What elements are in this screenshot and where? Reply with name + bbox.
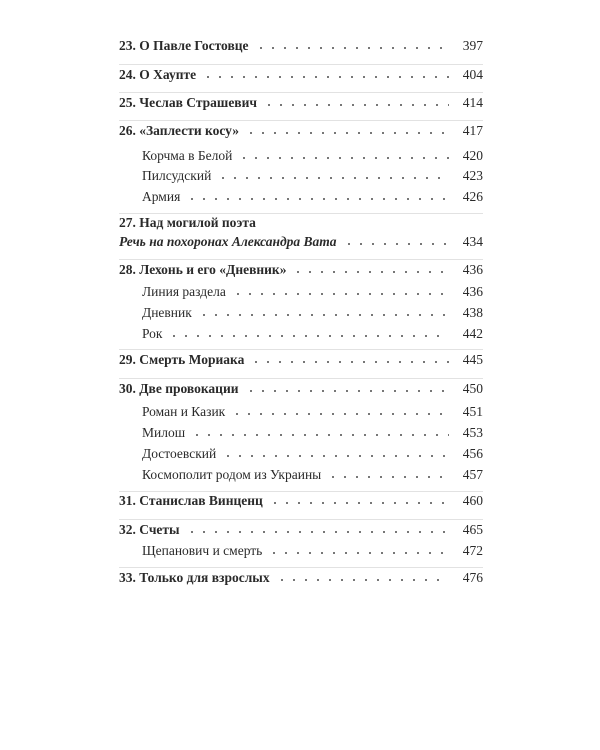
toc-entry-page: 434 xyxy=(462,234,483,249)
toc-entry-subtitle-text: Речь на похоронах Александра Вата xyxy=(119,234,337,249)
toc-subentry xyxy=(142,464,483,486)
toc-entry xyxy=(119,349,483,371)
toc-entry-title: 28. Лехонь и его «Дневник» xyxy=(119,262,287,277)
dot-leader xyxy=(186,525,449,539)
toc-subentry-title: Достоевский xyxy=(142,446,217,461)
dot-leader xyxy=(238,151,449,165)
toc-subentry-title: Дневник xyxy=(142,305,192,320)
toc-entry-page: 476 xyxy=(462,570,483,585)
toc-entry-page: 465 xyxy=(462,522,483,537)
dot-leader xyxy=(232,287,449,301)
dot-leader xyxy=(198,308,449,322)
toc-subentry xyxy=(142,422,483,444)
toc-entry-page: 450 xyxy=(462,381,483,396)
toc-subentry-page: 426 xyxy=(462,189,483,204)
toc-entry-page: 417 xyxy=(462,123,483,138)
dot-leader xyxy=(269,496,449,510)
dot-leader xyxy=(255,41,449,55)
toc-subentry xyxy=(142,165,483,187)
toc-subentry xyxy=(142,145,483,167)
toc-entry-title: 27. Над могилой поэта xyxy=(119,215,256,230)
toc-entry-title: 23. О Павле Гостовце xyxy=(119,38,249,53)
toc-subentry-page: 438 xyxy=(462,305,483,320)
dot-leader xyxy=(292,265,449,279)
dot-leader xyxy=(217,171,449,185)
dot-leader xyxy=(327,470,449,484)
toc-subentry-title: Рок xyxy=(142,326,163,341)
toc-subentry-page: 451 xyxy=(462,404,483,419)
dot-leader xyxy=(222,449,449,463)
toc-entry-page: 445 xyxy=(462,352,483,367)
toc-entry-page: 404 xyxy=(462,67,483,82)
dot-leader xyxy=(343,237,449,251)
dot-leader xyxy=(245,126,449,140)
toc-entry xyxy=(119,259,483,281)
toc-subentry xyxy=(142,401,483,423)
toc-entry xyxy=(119,378,483,400)
toc-entry-title: 32. Счеты xyxy=(119,522,180,537)
toc-entry-page: 414 xyxy=(462,95,483,110)
toc-subentry xyxy=(142,186,483,208)
toc-subentry-page: 457 xyxy=(462,467,483,482)
toc-subentry xyxy=(142,540,483,562)
toc-entry-title: 24. О Хаупте xyxy=(119,67,197,82)
toc-entry xyxy=(119,120,483,142)
toc-subentry xyxy=(142,443,483,465)
dot-leader xyxy=(263,98,449,112)
toc-subentry-page: 442 xyxy=(462,326,483,341)
toc-entry-title: 26. «Заплести косу» xyxy=(119,123,239,138)
toc-subentry-page: 472 xyxy=(462,543,483,558)
toc-entry xyxy=(119,64,483,86)
dot-leader xyxy=(231,407,449,421)
toc-entry xyxy=(119,35,483,57)
toc-subentry-page: 453 xyxy=(462,425,483,440)
toc-entry-subtitle xyxy=(119,231,483,253)
toc-entry-title: 25. Чеслав Страшевич xyxy=(119,95,257,110)
dot-leader xyxy=(186,192,449,206)
toc-entry xyxy=(119,567,483,589)
toc-subentry xyxy=(142,281,483,303)
toc-entry-title: 30. Две провокации xyxy=(119,381,239,396)
toc-entry-title: 33. Только для взрослых xyxy=(119,570,270,585)
toc-subentry-page: 456 xyxy=(462,446,483,461)
toc-entry-title: 31. Станислав Винценц xyxy=(119,493,263,508)
toc-subentry xyxy=(142,302,483,324)
toc-entry xyxy=(119,519,483,541)
dot-leader xyxy=(168,329,449,343)
toc-subentry-page: 423 xyxy=(462,168,483,183)
toc-entry xyxy=(119,490,483,512)
toc-subentry-title: Космополит родом из Украины xyxy=(142,467,322,482)
toc-subentry-title: Пилсудский xyxy=(142,168,212,183)
toc-subentry-title: Корчма в Белой xyxy=(142,148,233,163)
toc-subentry xyxy=(142,323,483,345)
toc-subentry-title: Линия раздела xyxy=(142,284,226,299)
dot-leader xyxy=(268,546,449,560)
toc-subentry-page: 436 xyxy=(462,284,483,299)
toc-subentry-page: 420 xyxy=(462,148,483,163)
dot-leader xyxy=(276,573,449,587)
toc-entry-page: 460 xyxy=(462,493,483,508)
toc-subentry-title: Роман и Казик xyxy=(142,404,226,419)
toc-subentry-title: Армия xyxy=(142,189,181,204)
toc-subentry-title: Щепанович и смерть xyxy=(142,543,263,558)
toc-entry-page: 436 xyxy=(462,262,483,277)
dot-leader xyxy=(191,428,449,442)
toc-entry-title: 29. Смерть Мориака xyxy=(119,352,245,367)
dot-leader xyxy=(202,70,449,84)
dot-leader xyxy=(245,384,449,398)
toc-subentry-title: Милош xyxy=(142,425,186,440)
dot-leader xyxy=(250,355,449,369)
toc-entry-page: 397 xyxy=(462,38,483,53)
toc-entry xyxy=(119,92,483,114)
